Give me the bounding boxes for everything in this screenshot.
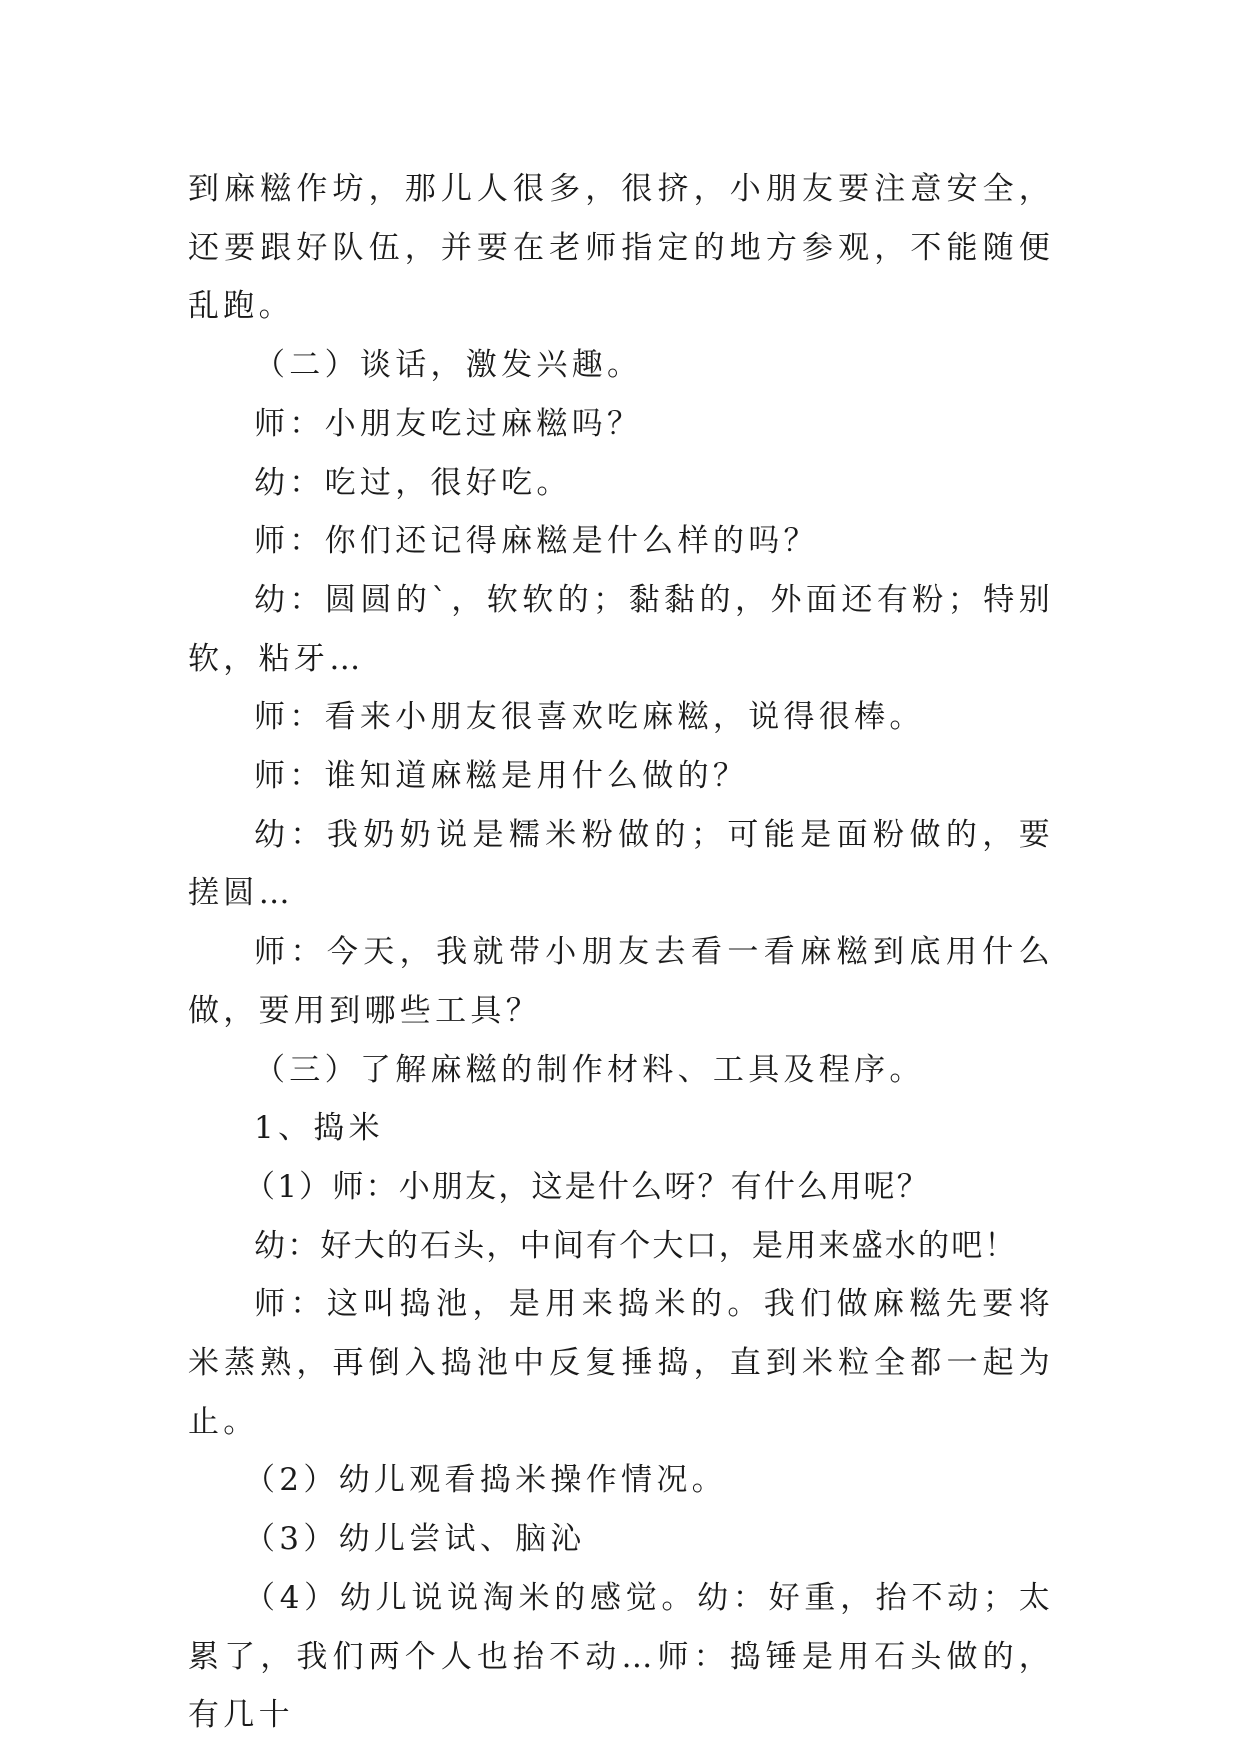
step-item: （2）幼儿观看捣米操作情况。 (244, 1462, 727, 1499)
section-heading-2: （二）谈话，激发兴趣。 (254, 347, 643, 384)
dialogue-line: 师：今天，我就带小朋友去看一看麻糍到底用什么做，要用到哪些工具？ (188, 934, 1054, 1029)
document-body (188, 160, 1054, 1745)
dialogue-line: 师：你们还记得麻糍是什么样的吗？ (254, 523, 819, 560)
paragraph-continuation: 到麻糍作坊，那儿人很多，很挤，小朋友要注意安全，还要跟好队伍，并要在老师指定的地方参观，不能随便乱跑。 (188, 171, 1054, 325)
dialogue-line: 师：谁知道麻糍是用什么做的？ (254, 758, 749, 795)
step-heading: 1、捣米 (254, 1110, 384, 1147)
section-heading-3: （三）了解麻糍的制作材料、工具及程序。 (254, 1051, 925, 1088)
step-item: （3）幼儿尝试、脑沁 (244, 1521, 586, 1558)
step-item: （1）师：小朋友，这是什么呀？有什么用呢？ (244, 1168, 930, 1205)
dialogue-line: 师：看来小朋友很喜欢吃麻糍，说得很棒。 (254, 699, 925, 736)
dialogue-line: 幼：我奶奶说是糯米粉做的；可能是面粉做的，要搓圆… (188, 816, 1054, 912)
dialogue-line: 幼：吃过，很好吃。 (254, 464, 572, 501)
dialogue-line: 师：小朋友吃过麻糍吗？ (254, 405, 643, 442)
dialogue-line: 幼：好大的石头，中间有个大口，是用来盛水的吧！ (254, 1227, 1018, 1264)
dialogue-line: 幼：圆圆的`，软软的；黏黏的，外面还有粉；特别软，粘牙… (188, 581, 1054, 677)
step-item: （4）幼儿说说淘米的感觉。幼：好重，抬不动；太累了，我们两个人也抬不动…师：捣锤是用石头做的，有几十 (188, 1579, 1054, 1734)
dialogue-line: 师：这叫捣池，是用来捣米的。我们做麻糍先要将米蒸熟，再倒入捣池中反复捶捣，直到米粒全都一起为止。 (188, 1286, 1054, 1440)
